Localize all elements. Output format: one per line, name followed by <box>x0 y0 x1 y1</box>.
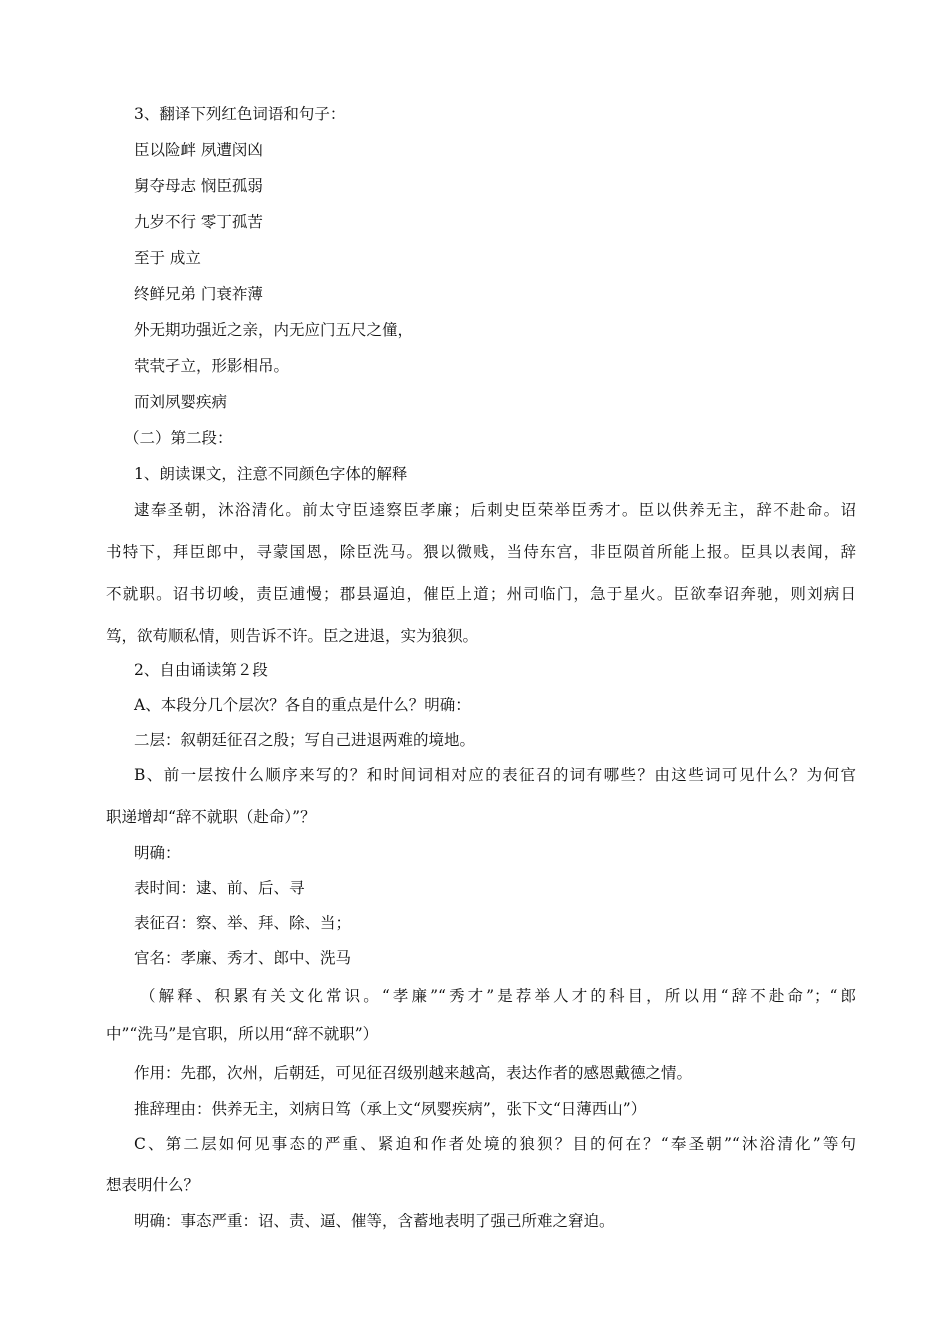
question-c-continued: 想表明什么？ <box>106 1176 200 1194</box>
step-2-heading: 2、自由诵读第２段 <box>134 661 268 679</box>
question-c: C、第二层如何见事态的严重、紧迫和作者处境的狼狈？目的何在？“奉圣朝”“沐浴清化”等句 <box>134 1135 856 1153</box>
phrase-line: 外无期功强近之亲，内无应门五尺之僮， <box>134 321 414 339</box>
passage-line: 书特下，拜臣郎中，寻蒙国恩，除臣洗马。猥以微贱，当侍东宫，非臣陨首所能上报。臣具以表闻，辞 <box>106 543 856 561</box>
section-heading: （二）第二段： <box>124 429 233 447</box>
answer-label: 明确： <box>134 844 181 862</box>
phrase-line: 终鲜兄弟 门衰祚薄 <box>134 285 263 303</box>
phrase-line: 舅夺母志 悯臣孤弱 <box>134 177 263 195</box>
answer-line: 作用：先郡，次州，后朝廷，可见征召级别越来越高，表达作者的感恩戴德之情。 <box>134 1064 693 1082</box>
phrase-line: 茕茕孑立，形影相吊。 <box>134 357 290 375</box>
question-a: A、本段分几个层次？各自的重点是什么？明确： <box>134 696 471 714</box>
answer-line: 表时间：逮、前、后、寻 <box>134 879 305 897</box>
question-b: B、前一层按什么顺序来写的？和时间词相对应的表征召的词有哪些？由这些词可见什么？为何官 <box>134 766 856 784</box>
phrase-line: 至于 成立 <box>134 249 201 267</box>
answer-line: 官名：孝廉、秀才、郎中、洗马 <box>134 949 352 967</box>
passage-line: 逮奉圣朝，沐浴清化。前太守臣逵察臣孝廉；后刺史臣荣举臣秀才。臣以供养无主，辞不赴命。诏 <box>134 501 856 519</box>
passage-line: 不就职。诏书切峻，责臣逋慢；郡县逼迫，催臣上道；州司临门，急于星火。臣欲奉诏奔驰，则刘病日 <box>106 585 856 603</box>
answer-line: 表征召：察、举、拜、除、当； <box>134 914 352 932</box>
question-3-heading: 3、翻译下列红色词语和句子： <box>134 105 346 123</box>
note-line: （解释、积累有关文化常识。“孝廉”“秀才”是荐举人才的科目，所以用“辞不赴命”；“郎 <box>140 987 856 1005</box>
passage-line: 笃，欲苟顺私情，则告诉不许。臣之进退，实为狼狈。 <box>106 627 479 645</box>
phrase-line: 九岁不行 零丁孤苦 <box>134 213 263 231</box>
step-1-heading: 1、朗读课文，注意不同颜色字体的解释 <box>134 465 408 483</box>
phrase-line: 臣以险衅 夙遭闵凶 <box>134 141 263 159</box>
answer-line: 明确：事态严重：诏、责、逼、催等，含蓄地表明了强己所难之窘迫。 <box>134 1212 615 1230</box>
answer-line: 推辞理由：供养无主，刘病日笃（承上文“夙婴疾病”，张下文“日薄西山”） <box>134 1100 647 1118</box>
phrase-line: 而刘夙婴疾病 <box>134 393 228 411</box>
answer-line: 二层：叙朝廷征召之殷；写自己进退两难的境地。 <box>134 731 476 749</box>
question-b-continued: 职递增却“辞不就职（赴命）”？ <box>106 808 316 826</box>
note-line-continued: 中”“洗马”是官职，所以用“辞不就职”） <box>106 1025 379 1043</box>
